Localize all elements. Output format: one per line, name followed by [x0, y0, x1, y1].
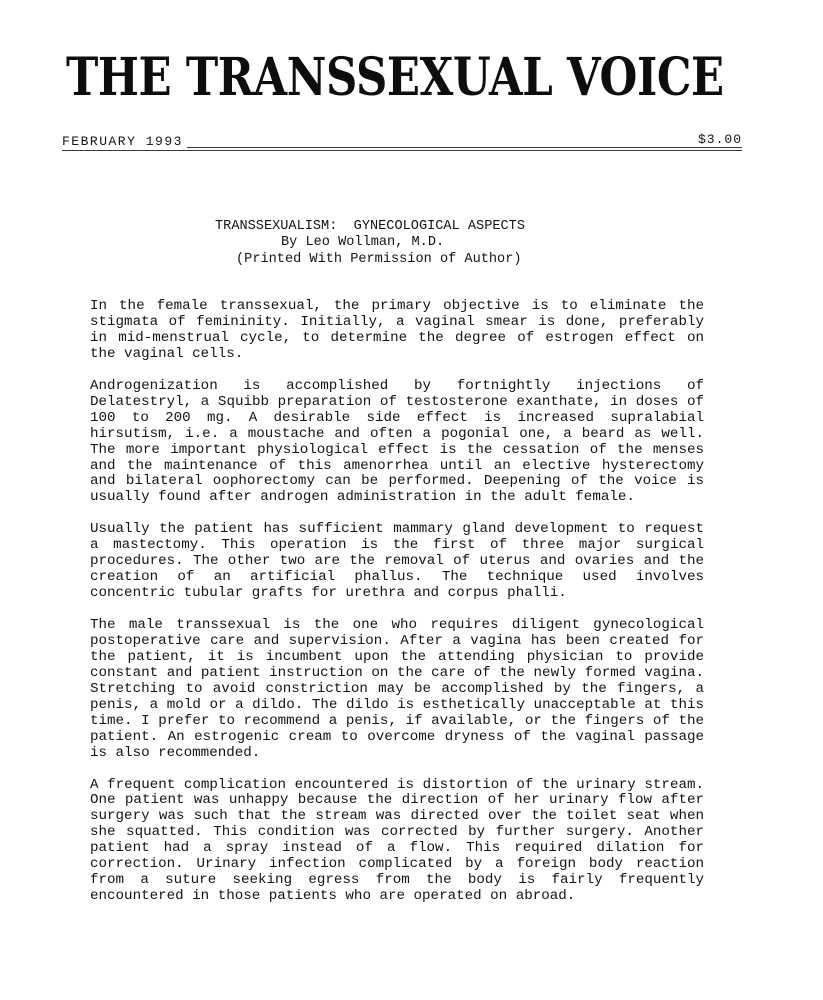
masthead-title: THE TRANSSEXUAL VOICE [66, 47, 724, 108]
article-paragraph: The male transsexual is the one who requires diligent gynecological postoperative care and supervision. After a vagina has been created for the patient, it is incumbent upon the attending physician to provide constant and patient instruction on the care of the newly formed vagina. Stretching to avoid constriction may be accomplished by the fingers, a penis, a mold or a dildo. The dildo is esthetically unacceptable at this time. I prefer to recommend a penis, if available, or the fingers of the patient. An estrogenic cream to overcome dryness of the vaginal passage is also recommended. [90, 617, 704, 761]
dateline-bar [62, 132, 742, 152]
article-paragraph: Usually the patient has sufficient mammary gland development to request a mastectomy. This operation is the first of three major surgical procedures. The other two are the removal of uterus and ovaries and the creation of an artificial phallus. The technique used involves concentric tubular grafts for urethra and corpus phalli. [90, 521, 704, 602]
article-paragraph: Androgenization is accomplished by fortnightly injections of Delatestryl, a Squibb preparation of testosterone exanthate, in doses of 100 to 200 mg. A desirable side effect is increased supralabial hirsutism, i.e. a moustache and often a pogonial one, a beard as well. The more important physiological effect is the cessation of the menses and the maintenance of this amenorrhea until an elective hysterectomy and bilateral oophorectomy can be performed. Deepening of the voice is usually found after androgen administration in the adult female. [90, 377, 704, 506]
issue-date: FEBRUARY 1993 [62, 134, 187, 149]
article-body [90, 299, 704, 921]
article-paragraph: A frequent complication encountered is distortion of the urinary stream. One patient was unhappy because the direction of her urinary flow after surgery was such that the stream was directed over the toilet seat when she squatted. This condition was corrected by further surgery. Another patient had a spray instead of a flow. This required dilation for correction. Urinary infection complicated by a foreign body reaction from a suture seeking egress from the body is fairly frequently encountered in those patients who are operated on abroad. [90, 776, 704, 905]
article-byline: By Leo Wollman, M.D. [281, 235, 445, 250]
article-paragraph: In the female transsexual, the primary objective is to eliminate the stigmata of femininity. Initially, a vaginal smear is done, preferably in mid-menstrual cycle, to determine the degree of estrogen effect on the vaginal cells. [90, 298, 704, 362]
article-title: TRANSSEXUALISM: GYNECOLOGICAL ASPECTS [215, 219, 525, 234]
article-permission-note: (Printed With Permission of Author) [236, 252, 522, 267]
issue-price: $3.00 [694, 132, 742, 147]
dateline-rule-lower [62, 150, 742, 151]
